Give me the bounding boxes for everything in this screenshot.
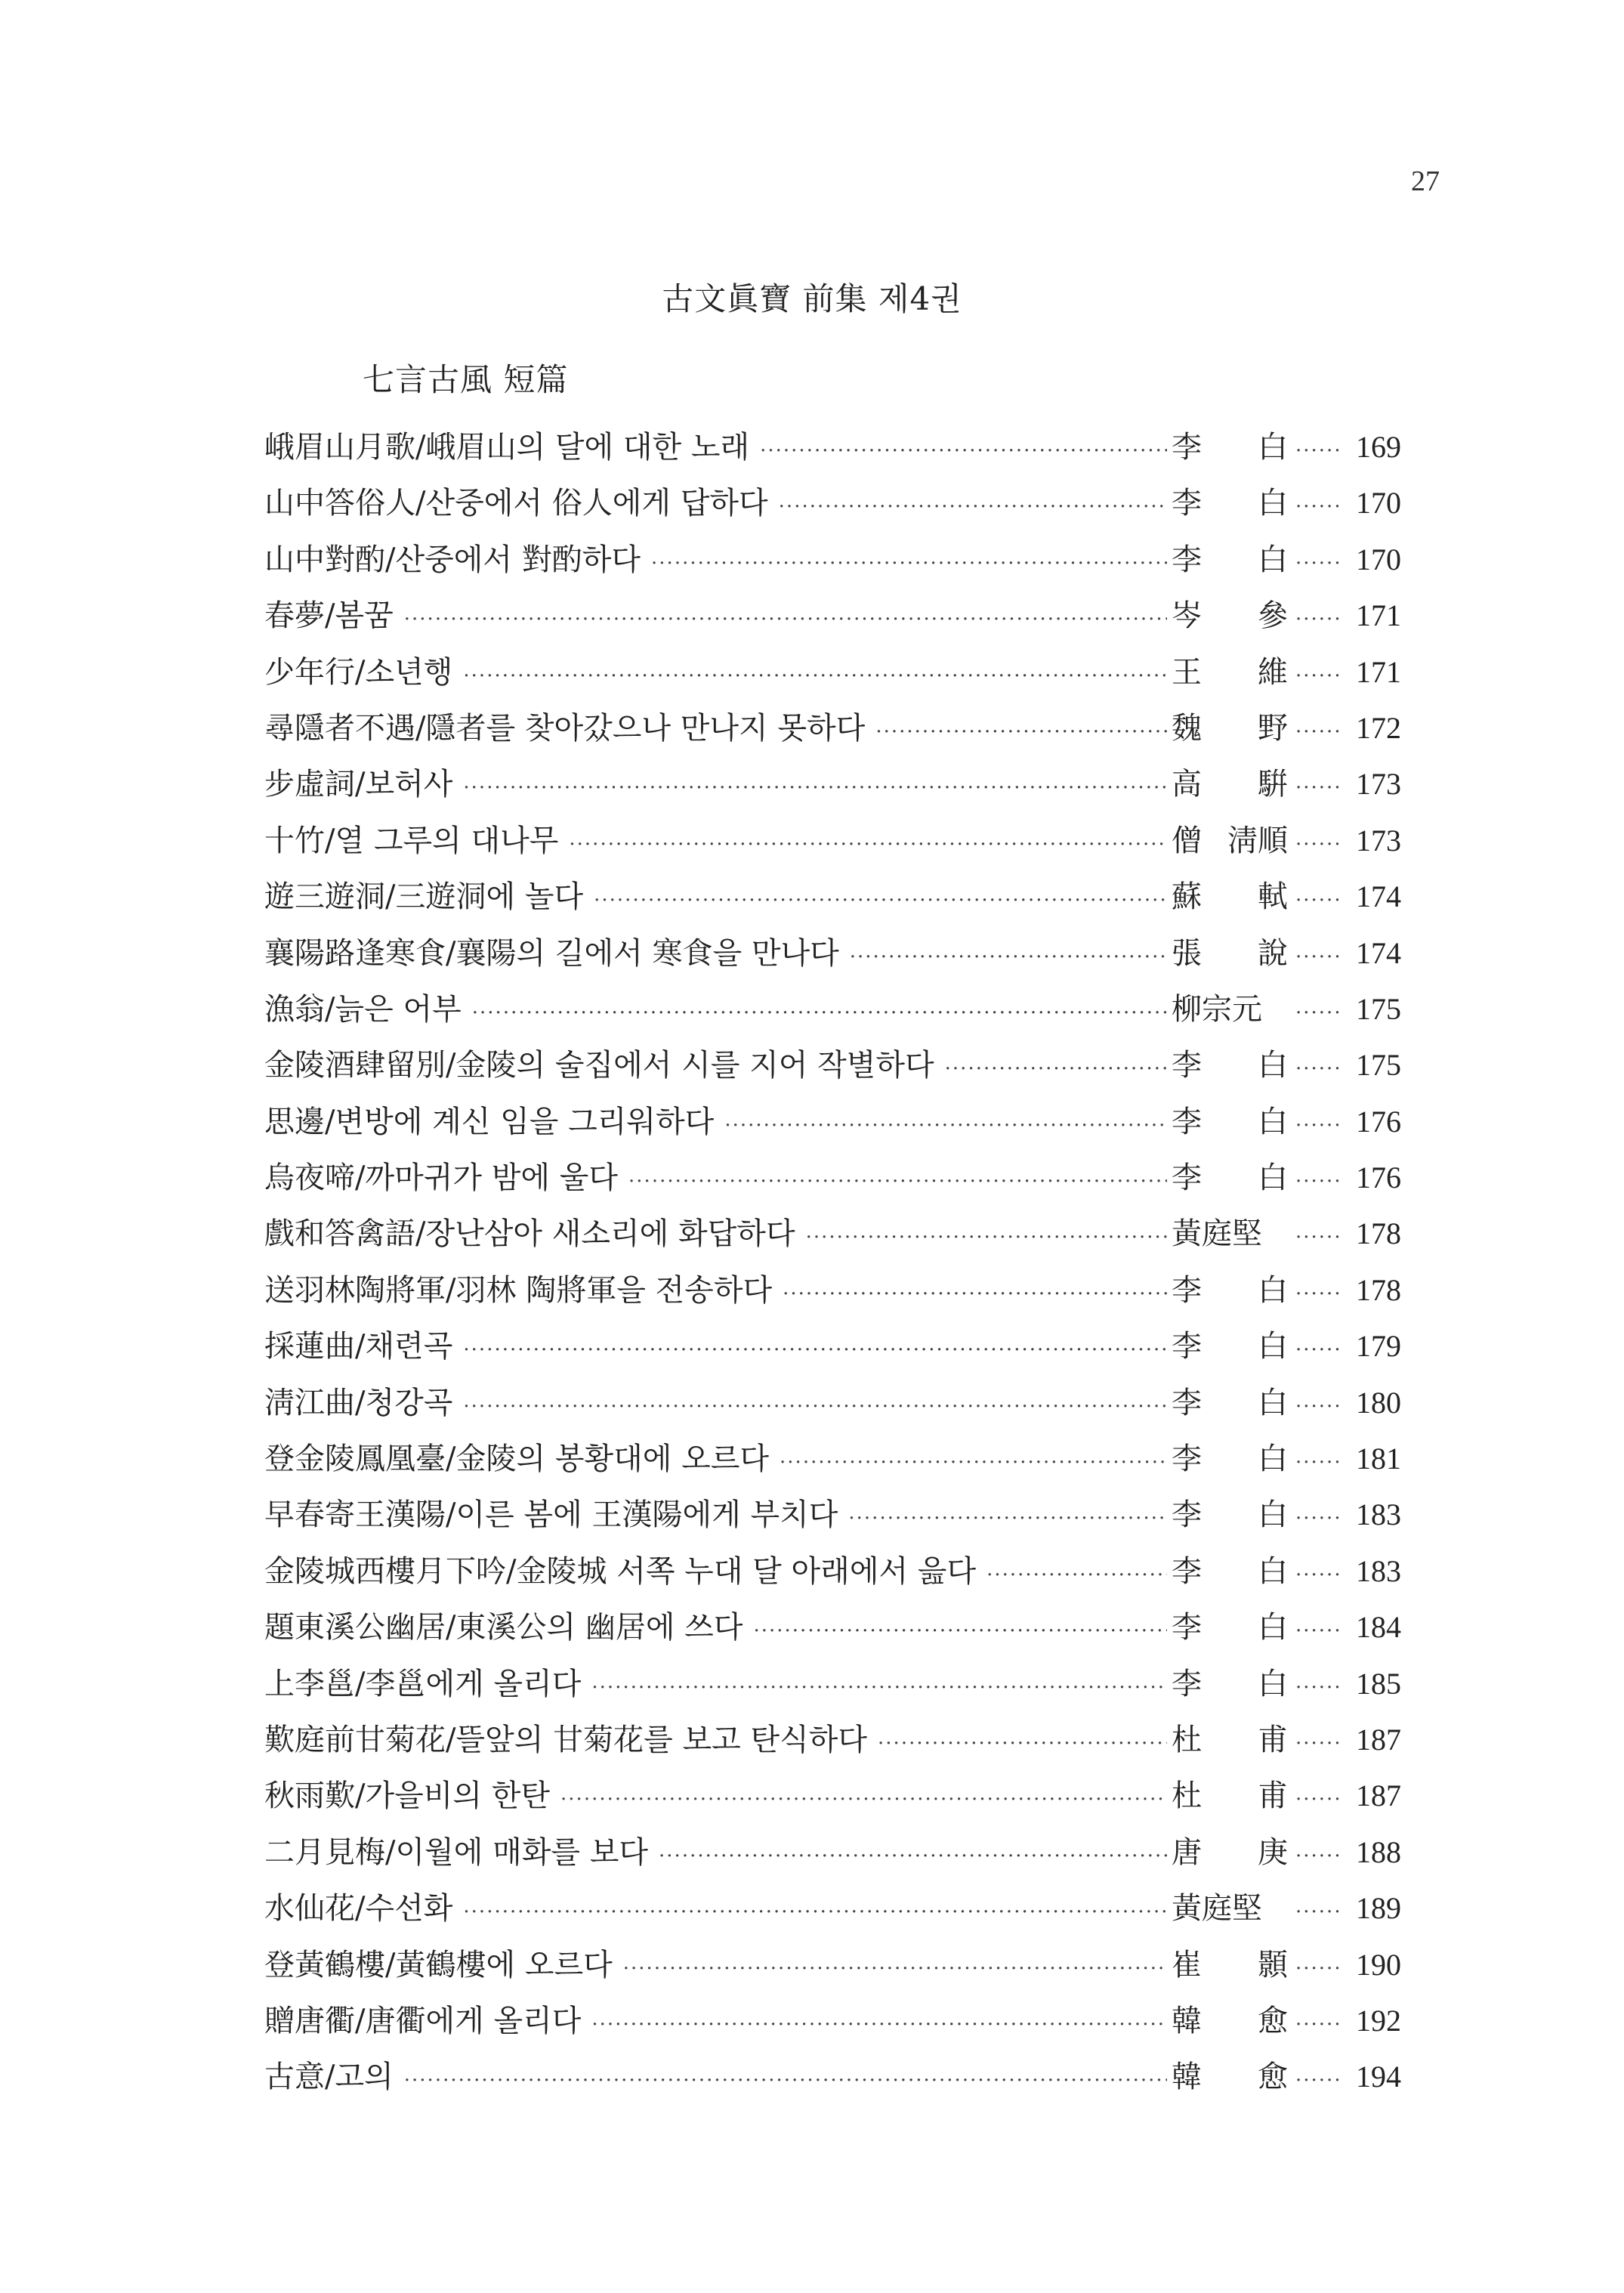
dot-leader — [780, 1435, 1167, 1491]
author-name-part: 軾 — [1258, 879, 1288, 915]
author-name-part: 白 — [1258, 1442, 1288, 1477]
author-name-part: 庚 — [1258, 1834, 1288, 1870]
author-name-part: 白 — [1258, 1329, 1288, 1364]
toc-entry-title: 烏夜啼/까마귀가 밤에 울다 — [264, 1160, 619, 1196]
author-name-part: 杜 — [1172, 1722, 1202, 1757]
toc-entry-page: 179 — [1356, 1329, 1401, 1364]
toc-entry-title: 水仙花/수선화 — [264, 1891, 453, 1927]
volume-title: 古文眞寶 前集 제4권 — [662, 280, 962, 317]
toc-entry-author — [1167, 1712, 1295, 1768]
dot-leader — [1295, 1716, 1342, 1772]
dot-leader — [1295, 929, 1342, 985]
toc-entry-title: 送羽林陶將軍/羽林 陶將軍을 전송하다 — [264, 1272, 773, 1308]
toc-entry-page: 172 — [1356, 710, 1401, 745]
author-name-part: 魏 — [1172, 710, 1202, 746]
toc-entry-author — [1167, 1206, 1295, 1262]
toc-entry-title: 峨眉山月歌/峨眉山의 달에 대한 노래 — [264, 430, 750, 465]
dot-leader — [1295, 1041, 1342, 1097]
dot-leader — [463, 1884, 1167, 1940]
toc-entry-page: 180 — [1356, 1385, 1401, 1420]
dot-leader — [1295, 423, 1342, 479]
toc-entry-page: 171 — [1356, 598, 1401, 633]
toc-entry-author — [1167, 1599, 1295, 1655]
toc-entry-title: 歎庭前甘菊花/뜰앞의 甘菊花를 보고 탄식하다 — [264, 1722, 868, 1757]
author-name-part: 張 — [1172, 935, 1202, 971]
toc-entry-title: 早春寄王漢陽/이른 봄에 王漢陽에게 부치다 — [264, 1497, 838, 1533]
table-of-contents — [264, 419, 1401, 2106]
dot-leader — [779, 479, 1167, 535]
author-name-part: 李 — [1172, 1104, 1202, 1139]
author-name-part: 僧 — [1172, 823, 1202, 858]
dot-leader — [404, 592, 1167, 647]
toc-entry-author — [1167, 475, 1295, 531]
dot-leader — [1295, 760, 1342, 816]
author-name-part: 王 — [1172, 654, 1202, 690]
dot-leader — [1295, 817, 1342, 873]
author-name-part: 愈 — [1258, 2003, 1288, 2038]
dot-leader — [1295, 1379, 1342, 1435]
toc-entry-title: 贈唐衢/唐衢에게 올리다 — [264, 2003, 582, 2038]
toc-entry-page: 178 — [1356, 1272, 1401, 1307]
dot-leader — [1295, 985, 1342, 1041]
toc-entry-author — [1167, 2049, 1295, 2105]
author-name-part: 李 — [1172, 1160, 1202, 1196]
toc-entry-title: 登黃鶴樓/黃鶴樓에 오르다 — [264, 1947, 613, 1982]
dot-leader — [1295, 1322, 1342, 1378]
author-name-part: 李 — [1172, 1553, 1202, 1589]
toc-entry-title: 淸江曲/청강곡 — [264, 1385, 453, 1420]
toc-entry — [264, 700, 1401, 756]
toc-entry-title: 山中對酌/산중에서 對酌하다 — [264, 542, 641, 577]
author-name-part: 李 — [1172, 1272, 1202, 1308]
author-name-part: 崔 — [1172, 1947, 1202, 1982]
author-name-part: 李 — [1172, 542, 1202, 577]
toc-entry-page: 190 — [1356, 1947, 1401, 1982]
toc-entry — [264, 926, 1401, 981]
dot-leader — [1295, 1828, 1342, 1884]
toc-entry-page: 178 — [1356, 1216, 1401, 1251]
toc-entry-page: 174 — [1356, 935, 1401, 970]
dot-leader — [404, 2053, 1167, 2109]
dot-leader — [875, 704, 1167, 760]
author-name-part: 黃庭堅 — [1172, 1891, 1262, 1927]
toc-entry — [264, 813, 1401, 869]
dot-leader — [1295, 592, 1342, 647]
author-name-part: 白 — [1258, 1160, 1288, 1196]
section-title: 七言古風 短篇 — [363, 361, 569, 398]
toc-entry-page: 189 — [1356, 1891, 1401, 1926]
toc-entry — [264, 1206, 1401, 1262]
toc-entry-title: 上李邕/李邕에게 올리다 — [264, 1666, 582, 1701]
dot-leader — [945, 1041, 1167, 1097]
dot-leader — [753, 1603, 1167, 1659]
toc-entry-author — [1167, 1150, 1295, 1206]
toc-entry-author — [1167, 1262, 1295, 1318]
author-name-part: 愈 — [1258, 2060, 1288, 2095]
dot-leader — [1295, 1154, 1342, 1210]
toc-entry-page: 174 — [1356, 879, 1401, 914]
toc-entry-author — [1167, 1993, 1295, 2049]
toc-entry-title: 步虛詞/보허사 — [264, 767, 453, 802]
toc-entry-author — [1167, 1094, 1295, 1150]
toc-entry-author — [1167, 1487, 1295, 1543]
author-name-part: 白 — [1258, 430, 1288, 465]
author-name-part: 維 — [1258, 654, 1288, 690]
toc-entry — [264, 1656, 1401, 1712]
dot-leader — [783, 1266, 1167, 1322]
toc-entry-page: 188 — [1356, 1834, 1401, 1869]
toc-entry — [264, 1037, 1401, 1093]
dot-leader — [651, 536, 1167, 592]
author-name-part: 李 — [1172, 1610, 1202, 1646]
toc-entry-author — [1167, 1880, 1295, 1936]
author-name-part: 白 — [1258, 1048, 1288, 1083]
toc-entry-page: 183 — [1356, 1553, 1401, 1588]
dot-leader — [986, 1547, 1167, 1603]
toc-entry-author — [1167, 813, 1295, 869]
toc-entry-author — [1167, 1937, 1295, 1993]
toc-entry-page: 173 — [1356, 767, 1401, 802]
toc-entry-author — [1167, 700, 1295, 756]
dot-leader — [591, 1997, 1167, 2053]
toc-entry — [264, 1094, 1401, 1150]
toc-entry-title: 登金陵鳳凰臺/金陵의 봉황대에 오르다 — [264, 1442, 770, 1477]
author-name-part: 顥 — [1258, 1947, 1288, 1982]
toc-entry — [264, 1825, 1401, 1880]
dot-leader — [472, 985, 1167, 1041]
toc-entry-author — [1167, 532, 1295, 588]
toc-entry-author — [1167, 1544, 1295, 1599]
dot-leader — [569, 817, 1167, 873]
author-name-part: 白 — [1258, 1385, 1288, 1420]
toc-entry — [264, 1768, 1401, 1824]
toc-entry-page: 176 — [1356, 1160, 1401, 1195]
toc-entry-author — [1167, 926, 1295, 981]
author-name-part: 韓 — [1172, 2060, 1202, 2095]
toc-entry-page: 184 — [1356, 1610, 1401, 1645]
author-name-part: 騈 — [1258, 767, 1288, 802]
toc-entry — [264, 756, 1401, 812]
toc-entry-author — [1167, 1318, 1295, 1374]
author-name-part: 白 — [1258, 1104, 1288, 1139]
toc-entry-page: 181 — [1356, 1442, 1401, 1476]
dot-leader — [591, 1660, 1167, 1716]
author-name-part: 李 — [1172, 1666, 1202, 1701]
toc-entry-author — [1167, 1375, 1295, 1431]
toc-entry-author — [1167, 981, 1295, 1037]
dot-leader — [878, 1716, 1167, 1772]
dot-leader — [1295, 1603, 1342, 1659]
toc-entry — [264, 981, 1401, 1037]
dot-leader — [623, 1941, 1167, 1997]
dot-leader — [1295, 1997, 1342, 2053]
author-name-part: 李 — [1172, 486, 1202, 521]
toc-entry-title: 思邊/변방에 계신 임을 그리워하다 — [264, 1104, 715, 1139]
toc-entry-page: 194 — [1356, 2060, 1401, 2094]
toc-entry — [264, 1544, 1401, 1599]
toc-entry-title: 戲和答禽語/장난삼아 새소리에 화답하다 — [264, 1216, 795, 1252]
dot-leader — [1295, 1435, 1342, 1491]
toc-entry — [264, 1599, 1401, 1655]
toc-entry-title: 遊三遊洞/三遊洞에 놀다 — [264, 879, 584, 915]
author-name-part: 高 — [1172, 767, 1202, 802]
dot-leader — [724, 1098, 1167, 1154]
dot-leader — [1295, 648, 1342, 704]
dot-leader — [463, 1379, 1167, 1435]
toc-entry-author — [1167, 1768, 1295, 1824]
dot-leader — [806, 1210, 1167, 1265]
dot-leader — [1295, 1772, 1342, 1828]
author-name-part: 白 — [1258, 1553, 1288, 1589]
toc-entry-title: 少年行/소년행 — [264, 654, 453, 690]
toc-entry-title: 金陵城西樓月下吟/金陵城 서쪽 누대 달 아래에서 읊다 — [264, 1553, 977, 1589]
author-name-part: 李 — [1172, 1048, 1202, 1083]
dot-leader — [1295, 479, 1342, 535]
dot-leader — [628, 1154, 1167, 1210]
toc-entry-page: 175 — [1356, 991, 1401, 1026]
dot-leader — [1295, 1547, 1342, 1603]
toc-entry-title: 二月見梅/이월에 매화를 보다 — [264, 1834, 649, 1870]
toc-entry-page: 170 — [1356, 542, 1401, 576]
author-name-part: 說 — [1258, 935, 1288, 971]
toc-entry-title: 秋雨歎/가을비의 한탄 — [264, 1778, 551, 1814]
toc-entry-page: 192 — [1356, 2003, 1401, 2038]
author-name-part: 李 — [1172, 1497, 1202, 1533]
toc-entry-title: 山中答俗人/산중에서 俗人에게 답하다 — [264, 486, 768, 521]
toc-entry-page: 175 — [1356, 1048, 1401, 1083]
toc-entry — [264, 1318, 1401, 1374]
toc-entry-title: 漁翁/늙은 어부 — [264, 991, 462, 1027]
toc-entry-page: 170 — [1356, 486, 1401, 521]
author-name-part: 白 — [1258, 486, 1288, 521]
toc-entry-title: 金陵酒肆留別/金陵의 술집에서 시를 지어 작별하다 — [264, 1048, 934, 1083]
author-name-part: 白 — [1258, 1666, 1288, 1701]
toc-entry — [264, 1262, 1401, 1318]
toc-entry-page: 171 — [1356, 654, 1401, 689]
dot-leader — [463, 648, 1167, 704]
toc-entry-page: 183 — [1356, 1497, 1401, 1532]
toc-entry-title: 題東溪公幽居/東溪公의 幽居에 쓰다 — [264, 1610, 743, 1646]
dot-leader — [1295, 704, 1342, 760]
dot-leader — [850, 929, 1167, 985]
toc-entry — [264, 588, 1401, 644]
toc-entry — [264, 2049, 1401, 2105]
author-name-part: 白 — [1258, 1272, 1288, 1308]
toc-entry — [264, 1993, 1401, 2049]
author-name-part: 柳宗元 — [1172, 991, 1262, 1027]
dot-leader — [463, 1322, 1167, 1378]
toc-entry — [264, 419, 1401, 475]
author-name-part: 白 — [1258, 1610, 1288, 1646]
dot-leader — [1295, 536, 1342, 592]
toc-entry — [264, 644, 1401, 700]
toc-entry-author — [1167, 756, 1295, 812]
author-name-part: 白 — [1258, 1497, 1288, 1533]
toc-entry — [264, 475, 1401, 531]
toc-entry — [264, 1431, 1401, 1487]
dot-leader — [1295, 1491, 1342, 1547]
toc-entry-author — [1167, 869, 1295, 925]
toc-entry-page: 176 — [1356, 1104, 1401, 1139]
author-name-part: 李 — [1172, 1385, 1202, 1420]
author-name-part: 岑 — [1172, 598, 1202, 634]
toc-entry — [264, 1880, 1401, 1936]
author-name-part: 杜 — [1172, 1778, 1202, 1814]
toc-entry — [264, 1375, 1401, 1431]
toc-entry-author — [1167, 419, 1295, 475]
author-name-part: 野 — [1258, 710, 1288, 746]
toc-entry-author — [1167, 1037, 1295, 1093]
dot-leader — [848, 1491, 1167, 1547]
author-name-part: 白 — [1258, 542, 1288, 577]
dot-leader — [560, 1772, 1167, 1828]
toc-entry — [264, 869, 1401, 925]
dot-leader — [1295, 1210, 1342, 1265]
toc-entry-author — [1167, 1656, 1295, 1712]
toc-entry — [264, 1150, 1401, 1206]
author-name-part: 甫 — [1258, 1778, 1288, 1814]
toc-entry-title: 古意/고의 — [264, 2060, 394, 2095]
author-name-part: 李 — [1172, 430, 1202, 465]
toc-entry — [264, 1487, 1401, 1543]
author-name-part: 黃庭堅 — [1172, 1216, 1262, 1252]
author-name-part: 淸順 — [1227, 823, 1288, 858]
toc-entry — [264, 532, 1401, 588]
toc-entry-author — [1167, 1825, 1295, 1880]
toc-entry-author — [1167, 588, 1295, 644]
author-name-part: 蘇 — [1172, 879, 1202, 915]
author-name-part: 韓 — [1172, 2003, 1202, 2038]
toc-entry-title: 十竹/열 그루의 대나무 — [264, 823, 559, 858]
toc-entry-page: 173 — [1356, 823, 1401, 858]
toc-entry-title: 採蓮曲/채련곡 — [264, 1329, 453, 1364]
toc-entry-page: 185 — [1356, 1666, 1401, 1701]
dot-leader — [1295, 2053, 1342, 2109]
toc-entry-page: 187 — [1356, 1778, 1401, 1813]
author-name-part: 李 — [1172, 1329, 1202, 1364]
dot-leader — [1295, 1660, 1342, 1716]
dot-leader — [1295, 1266, 1342, 1322]
dot-leader — [659, 1828, 1167, 1884]
toc-entry-page: 169 — [1356, 430, 1401, 464]
toc-entry-author — [1167, 644, 1295, 700]
page-number: 27 — [1411, 165, 1440, 197]
dot-leader — [594, 873, 1167, 929]
dot-leader — [760, 423, 1167, 479]
toc-entry-title: 春夢/봄꿈 — [264, 598, 394, 634]
author-name-part: 唐 — [1172, 1834, 1202, 1870]
dot-leader — [1295, 1884, 1342, 1940]
dot-leader — [463, 760, 1167, 816]
dot-leader — [1295, 1098, 1342, 1154]
toc-entry-author — [1167, 1431, 1295, 1487]
author-name-part: 甫 — [1258, 1722, 1288, 1757]
dot-leader — [1295, 873, 1342, 929]
toc-entry — [264, 1712, 1401, 1768]
toc-entry — [264, 1937, 1401, 1993]
author-name-part: 參 — [1258, 598, 1288, 634]
toc-entry-page: 187 — [1356, 1722, 1401, 1757]
dot-leader — [1295, 1941, 1342, 1997]
toc-entry-title: 尋隱者不遇/隱者를 찾아갔으나 만나지 못하다 — [264, 710, 866, 746]
author-name-part: 李 — [1172, 1442, 1202, 1477]
toc-entry-title: 襄陽路逢寒食/襄陽의 길에서 寒食을 만나다 — [264, 935, 839, 971]
